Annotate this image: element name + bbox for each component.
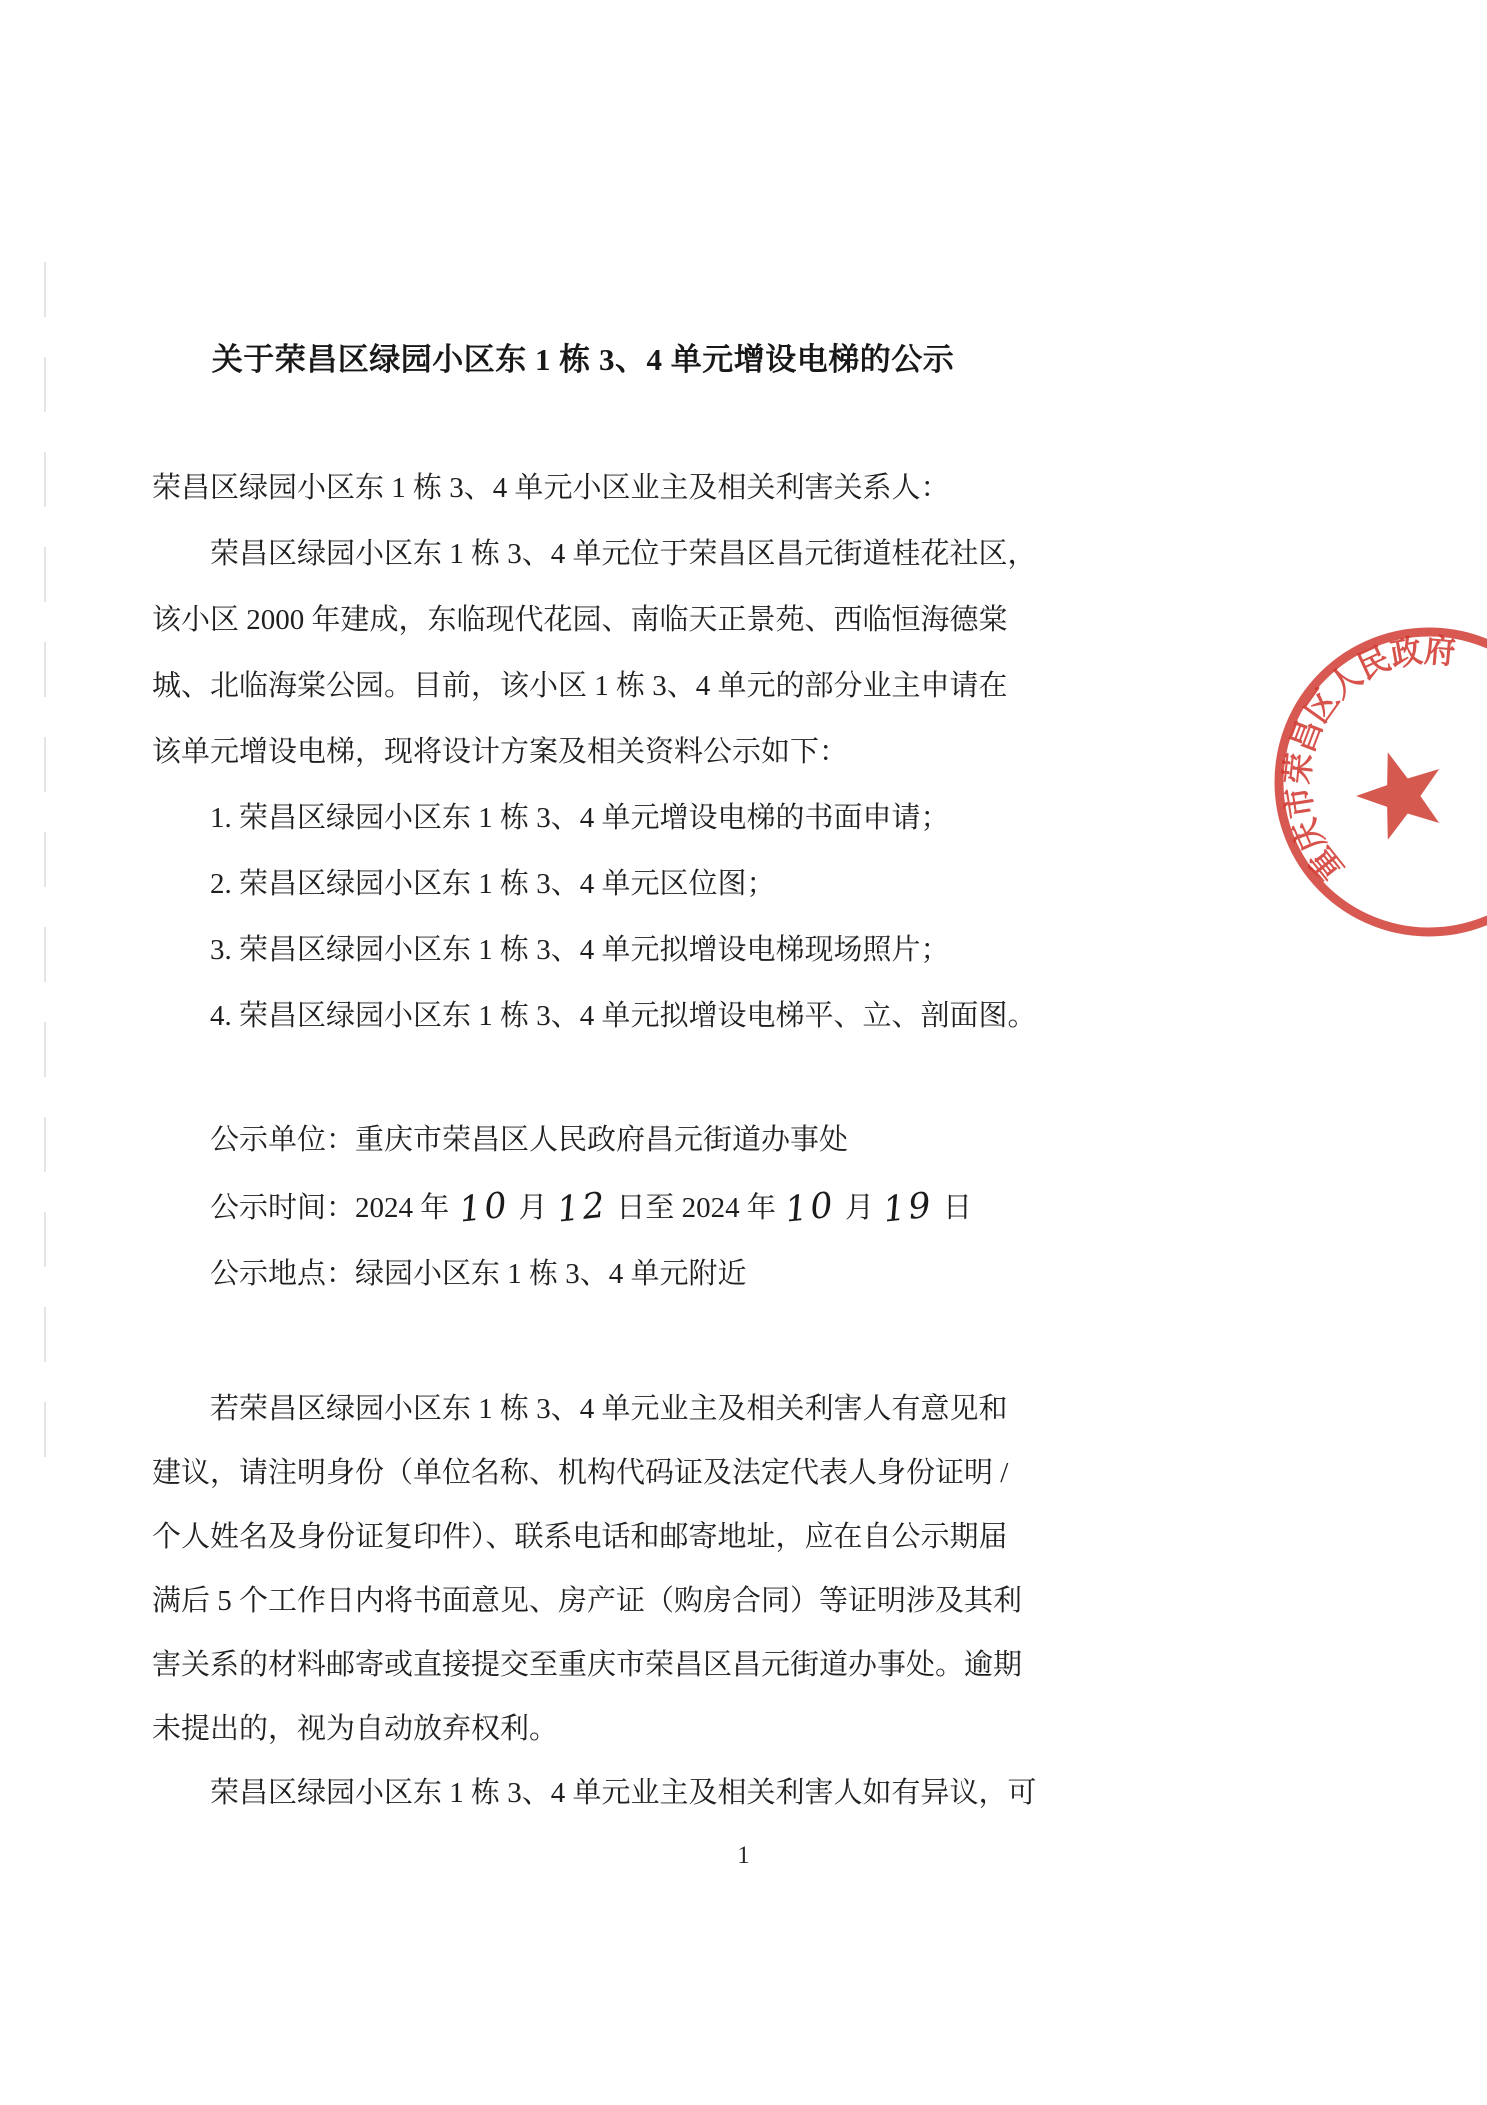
page-title: 关于荣昌区绿园小区东 1 栋 3、4 单元增设电梯的公示 bbox=[211, 342, 955, 377]
text-line: 若荣昌区绿园小区东 1 栋 3、4 单元业主及相关利害人有意见和 bbox=[152, 1393, 1008, 1425]
page-number: 1 bbox=[737, 1842, 750, 1869]
text-line: 害关系的材料邮寄或直接提交至重庆市荣昌区昌元街道办事处。逾期 bbox=[152, 1649, 1023, 1681]
handwritten-month-end: 10 bbox=[783, 1185, 838, 1231]
seal-star bbox=[1346, 739, 1455, 845]
handwritten-month-start: 10 bbox=[456, 1185, 512, 1231]
text-line: 该小区 2000 年建成，东临现代花园、南临天正景苑、西临恒海德棠 bbox=[152, 604, 1008, 636]
feedback-paragraph bbox=[152, 1377, 1052, 1825]
notice-unit-line: 公示单位：重庆市荣昌区人民政府昌元街道办事处 bbox=[152, 1124, 849, 1156]
text-line: 该单元增设电梯，现将设计方案及相关资料公示如下： bbox=[152, 736, 849, 768]
text-line: 荣昌区绿园小区东 1 栋 3、4 单元业主及相关利害人如有异议，可 bbox=[152, 1777, 1037, 1809]
text-line: 3. 荣昌区绿园小区东 1 栋 3、4 单元拟增设电梯现场照片； bbox=[152, 934, 950, 966]
time-printed-month-label-2: 月 bbox=[844, 1192, 874, 1224]
seal-text: 重庆市荣昌区人民政府 bbox=[1280, 633, 1459, 887]
handwritten-day-end: 19 bbox=[881, 1185, 936, 1231]
text-line: 未提出的，视为自动放弃权利。 bbox=[152, 1713, 559, 1745]
scan-artifact-line bbox=[44, 262, 46, 1467]
time-printed-suffix: 日 bbox=[943, 1192, 973, 1224]
notice-info bbox=[152, 1107, 1052, 1307]
svg-text:重庆市荣昌区人民政府 bbox=[1279, 632, 1457, 887]
text-line: 4. 荣昌区绿园小区东 1 栋 3、4 单元拟增设电梯平、立、剖面图。 bbox=[152, 1000, 1037, 1032]
text-line: 荣昌区绿园小区东 1 栋 3、4 单元位于荣昌区昌元街道桂花社区， bbox=[152, 538, 1037, 570]
official-seal bbox=[1210, 570, 1487, 970]
time-printed-middle: 日至 2024 年 bbox=[616, 1192, 776, 1224]
time-printed-prefix: 公示时间：2024 年 bbox=[152, 1192, 450, 1224]
text-line: 城、北临海棠公园。目前，该小区 1 栋 3、4 单元的部分业主申请在 bbox=[152, 670, 1008, 702]
text-line: 满后 5 个工作日内将书面意见、房产证（购房合同）等证明涉及其利 bbox=[152, 1585, 1023, 1617]
text-line: 个人姓名及身份证复印件）、联系电话和邮寄地址，应在自公示期届 bbox=[152, 1521, 1008, 1553]
text-line: 1. 荣昌区绿园小区东 1 栋 3、4 单元增设电梯的书面申请； bbox=[152, 802, 950, 834]
text-line: 荣昌区绿园小区东 1 栋 3、4 单元小区业主及相关利害关系人： bbox=[152, 472, 950, 504]
text-line: 建议，请注明身份（单位名称、机构代码证及法定代表人身份证明 / bbox=[152, 1457, 1009, 1489]
intro-paragraph bbox=[152, 455, 1052, 1049]
notice-time-line bbox=[152, 1173, 1052, 1241]
time-printed-month-label-1: 月 bbox=[518, 1192, 548, 1224]
handwritten-day-start: 12 bbox=[554, 1185, 610, 1231]
text-line: 2. 荣昌区绿园小区东 1 栋 3、4 单元区位图； bbox=[152, 868, 776, 900]
notice-location-line: 公示地点：绿园小区东 1 栋 3、4 单元附近 bbox=[152, 1258, 747, 1290]
